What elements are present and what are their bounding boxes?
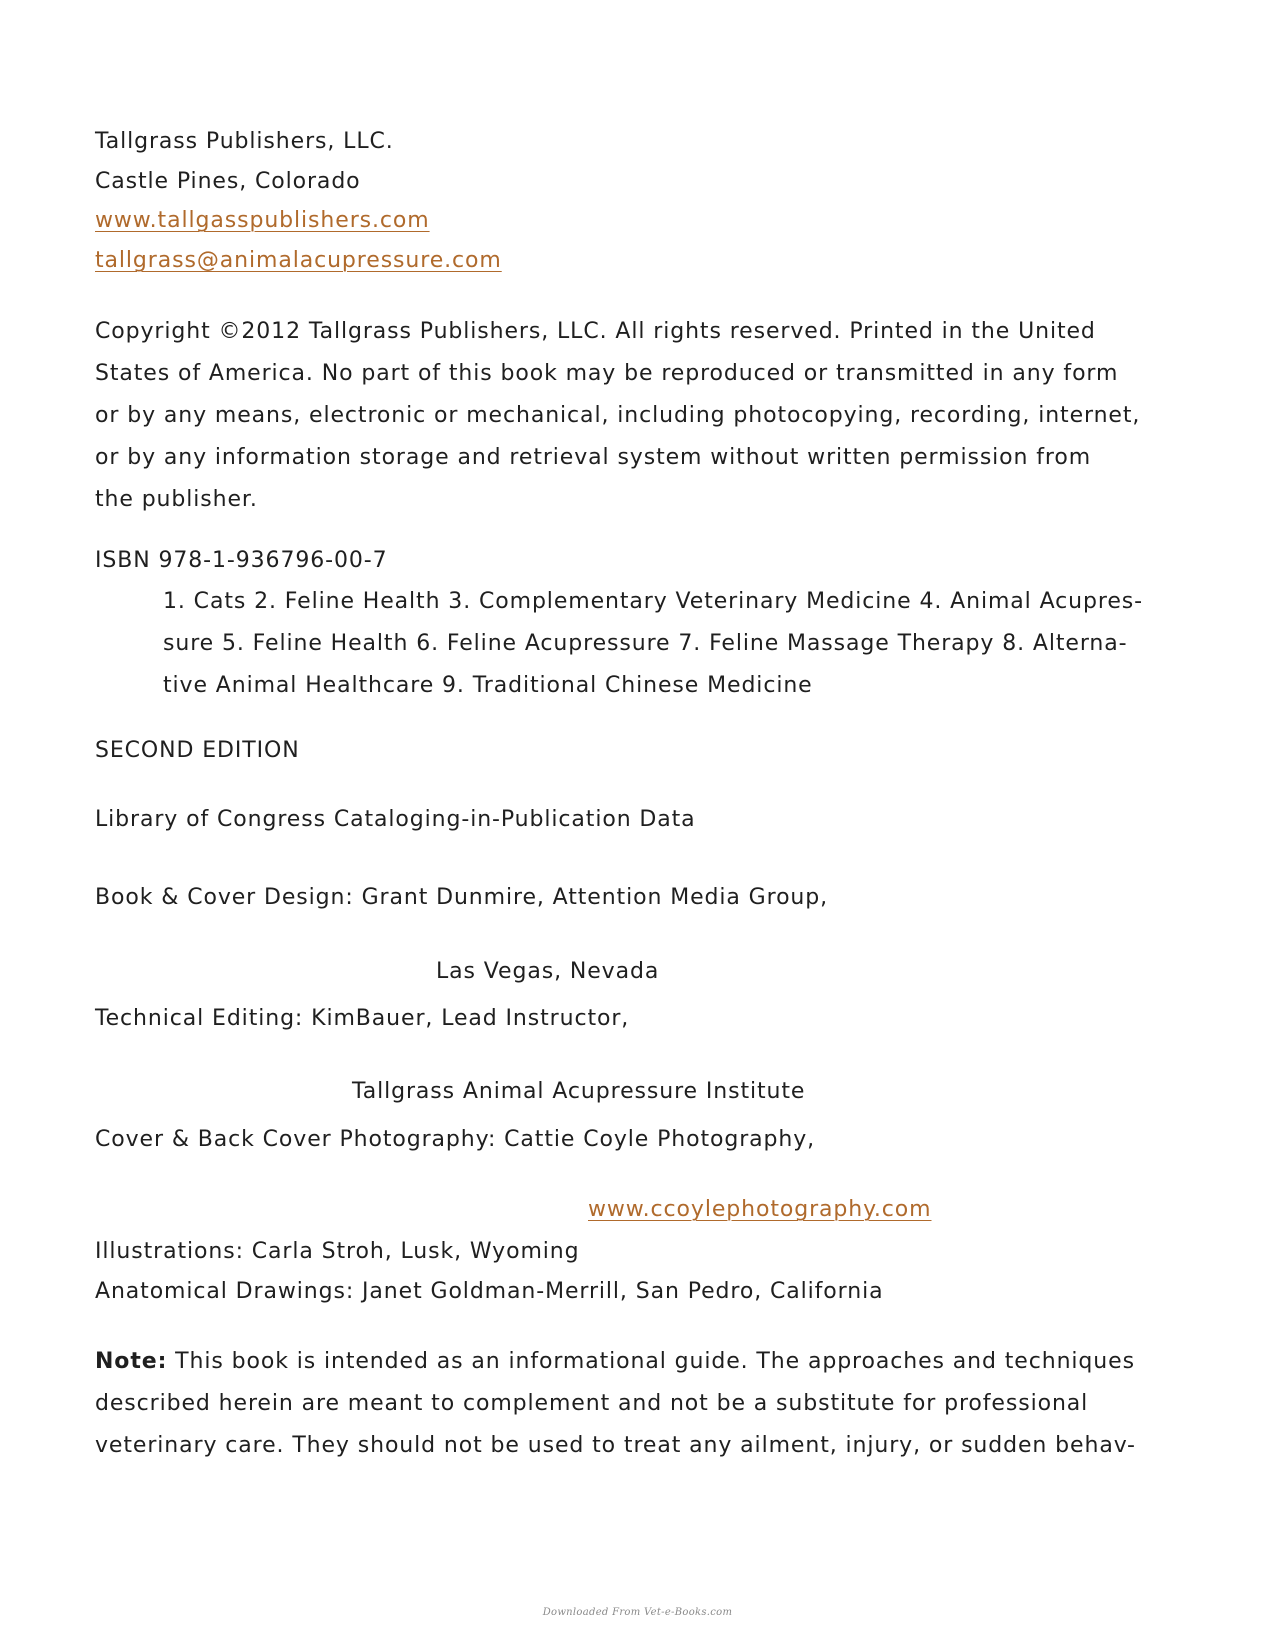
anatomical-drawings-credit: Anatomical Drawings: Janet Goldman-Merrill, San Pedro, California — [95, 1279, 884, 1304]
subjects-line: 1. Cats 2. Feline Health 3. Complementary Veterinary Medicine 4. Animal Acupres- — [163, 589, 1143, 614]
note-line: veterinary care. They should not be used to treat any ailment, injury, or sudden behav- — [95, 1433, 1136, 1458]
cataloging-data: Library of Congress Cataloging-in-Publication Data — [95, 807, 696, 832]
isbn: ISBN 978-1-936796-00-7 — [95, 548, 388, 573]
note-line — [95, 1341, 1185, 1383]
subjects-list — [163, 581, 1185, 707]
copyright-line: States of America. No part of this book may be reproduced or transmitted in any form — [95, 361, 1119, 386]
subjects-line: sure 5. Feline Health 6. Feline Acupressure 7. Feline Massage Therapy 8. Alterna- — [163, 631, 1128, 656]
publisher-email-link[interactable]: tallgrass@animalacupressure.com — [95, 248, 502, 273]
design-credit: Book & Cover Design: Grant Dunmire, Attention Media Group, — [95, 885, 829, 910]
publisher-name: Tallgrass Publishers, LLC. — [95, 129, 394, 154]
note-line: described herein are meant to complement and not be a substitute for professional — [95, 1391, 1089, 1416]
note-paragraph — [95, 1341, 1185, 1467]
note-label: Note: — [95, 1349, 168, 1374]
copyright-line: or by any means, electronic or mechanical, including photocopying, recording, internet, — [95, 403, 1141, 428]
download-footer: Downloaded From Vet-e-Books.com — [542, 1607, 733, 1618]
note-text: This book is intended as an informational guide. The approaches and techniques — [167, 1349, 1135, 1374]
publisher-website-link[interactable]: www.tallgasspublishers.com — [95, 208, 430, 233]
photography-credit: Cover & Back Cover Photography: Cattie Coyle Photography, — [95, 1127, 816, 1152]
editing-credit: Technical Editing: KimBauer, Lead Instructor, — [95, 1006, 630, 1031]
design-location: Las Vegas, Nevada — [436, 959, 660, 984]
photography-website-link[interactable]: www.ccoylephotography.com — [588, 1197, 932, 1222]
publisher-location: Castle Pines, Colorado — [95, 169, 361, 194]
copyright-paragraph — [95, 311, 1185, 521]
copyright-line: or by any information storage and retrieval system without written permission from — [95, 445, 1092, 470]
illustrations-credit: Illustrations: Carla Stroh, Lusk, Wyoming — [95, 1239, 580, 1264]
copyright-line: Copyright ©2012 Tallgrass Publishers, LLC. All rights reserved. Printed in the United — [95, 319, 1096, 344]
edition: SECOND EDITION — [95, 738, 300, 763]
copyright-line: the publisher. — [95, 487, 258, 512]
editing-organization: Tallgrass Animal Acupressure Institute — [352, 1079, 806, 1104]
subjects-line: tive Animal Healthcare 9. Traditional Chinese Medicine — [163, 673, 813, 698]
